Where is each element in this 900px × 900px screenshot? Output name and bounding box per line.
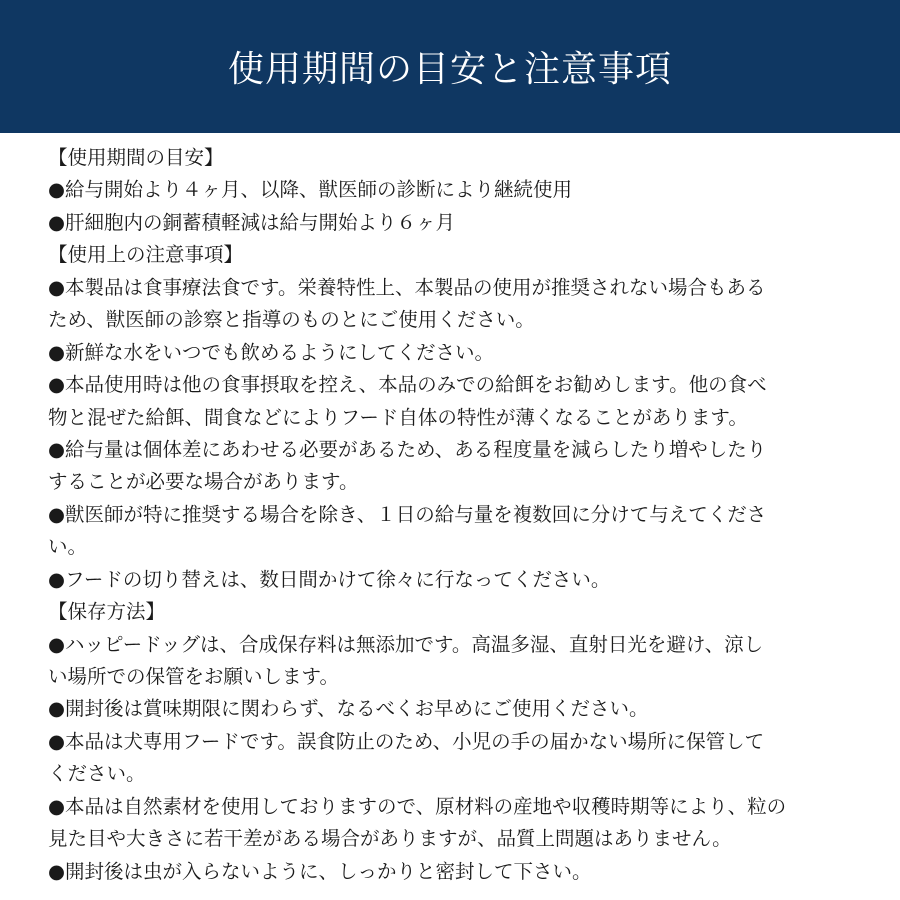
notes-body — [48, 142, 868, 888]
text-line: ●フードの切り替えは、数日間かけて徐々に行なってください。 — [48, 567, 611, 591]
text-line: 見た目や大きさに若干差がある場合がありますが、品質上問題はありません。 — [48, 827, 732, 851]
text-line: ●本品使用時は他の食事摂取を控え、本品のみでの給餌をお勧めします。他の食べ — [48, 373, 767, 397]
text-line: ●肝細胞内の銅蓄積軽減は給与開始より６ヶ月 — [48, 210, 456, 234]
page-title: 使用期間の目安と注意事項 — [227, 49, 672, 90]
header-banner — [0, 0, 900, 133]
text-line: ●新鮮な水をいつでも飲めるようにしてください。 — [48, 340, 495, 364]
text-line: ため、獣医師の診察と指導のものとにご使用ください。 — [48, 308, 535, 332]
text-line: ●本品は自然素材を使用しておりますので、原材料の産地や収穫時期等により、粒の — [48, 794, 787, 818]
section-heading-usage-period: 【使用期間の目安】 — [48, 146, 224, 169]
text-line: ●開封後は虫が入らないように、しっかりと密封して下さい。 — [48, 859, 592, 883]
text-line: ●開封後は賞味期限に関わらず、なるべくお早めにご使用ください。 — [48, 697, 649, 721]
section-heading-precautions: 【使用上の注意事項】 — [48, 243, 244, 267]
text-line: い。 — [48, 535, 88, 559]
text-line: ●ハッピードッグは、合成保存料は無添加です。高温多湿、直射日光を避け、涼し — [48, 632, 764, 656]
text-line: することが必要な場合があります。 — [48, 470, 359, 494]
text-line: 物と混ぜた給餌、間食などによりフード自体の特性が薄くなることがあります。 — [48, 405, 748, 429]
section-heading-storage: 【保存方法】 — [48, 600, 166, 624]
text-line: ●獣医師が特に推奨する場合を除き、１日の給与量を複数回に分けて与えてくださ — [48, 502, 767, 526]
text-line: ●給与開始より４ヶ月、以降、獣医師の診断により継続使用 — [48, 178, 573, 202]
text-line: ください。 — [48, 762, 146, 786]
text-line: ●本製品は食事療法食です。栄養特性上、本製品の使用が推奨されない場合もある — [48, 275, 766, 299]
text-line: い場所での保管をお願いします。 — [48, 665, 339, 688]
text-line: ●給与量は個体差にあわせる必要があるため、ある程度量を減らしたり増やしたり — [48, 437, 767, 461]
text-line: ●本品は犬専用フードです。誤食防止のため、小児の手の届かない場所に保管して — [48, 729, 765, 753]
